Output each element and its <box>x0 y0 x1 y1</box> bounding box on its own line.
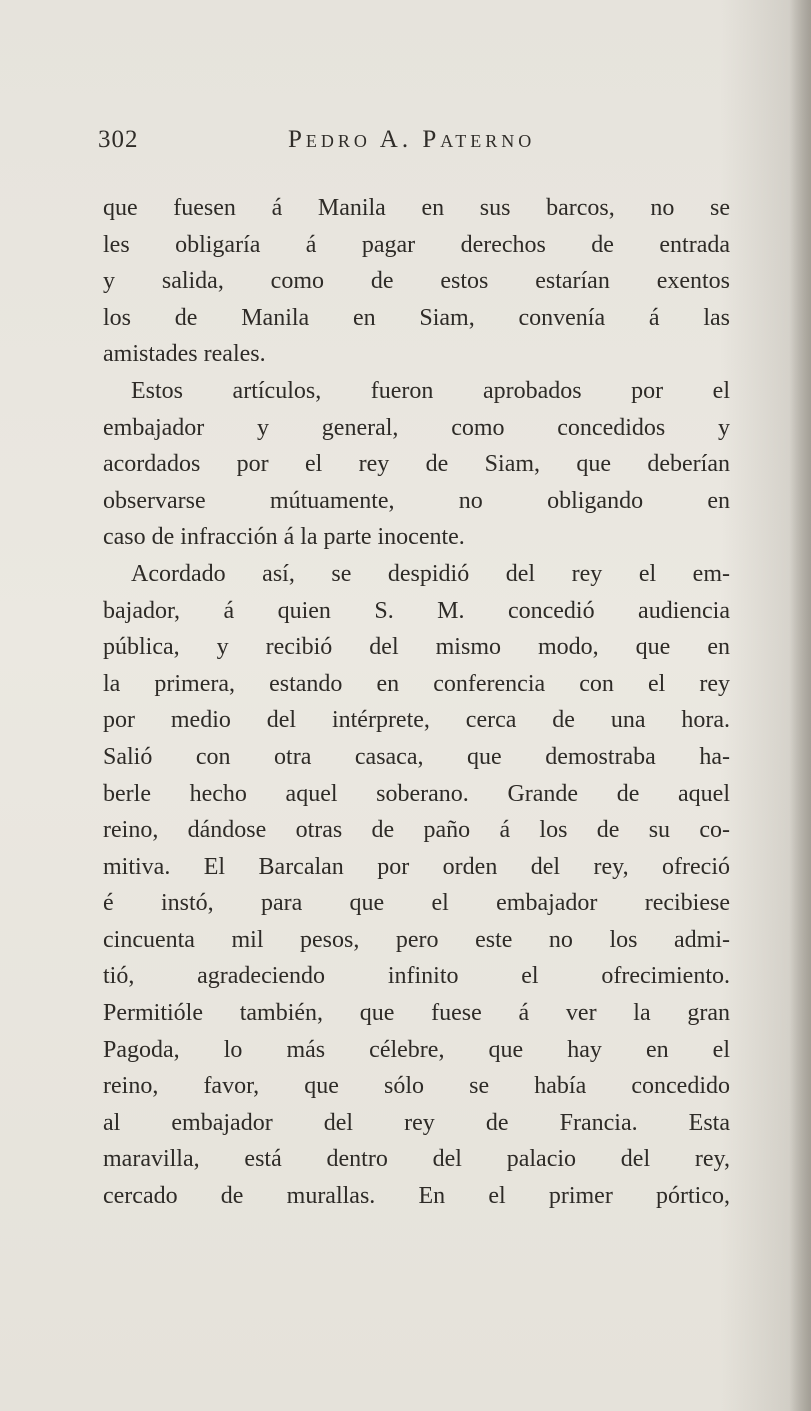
text-line: caso de infracción á la parte inocente. <box>103 524 465 551</box>
text-line: pública, y recibió del mismo modo, que en <box>103 634 730 661</box>
text-line: Pagoda, lo más célebre, que hay en el <box>103 1036 730 1063</box>
text-line: amistades reales. <box>103 341 266 368</box>
text-line: cincuenta mil pesos, pero este no los admi- <box>103 926 730 953</box>
page-header <box>98 126 718 166</box>
text-line: les obligaría á pagar derechos de entrada <box>103 231 730 258</box>
text-line: mitiva. El Barcalan por orden del rey, ofreció <box>103 853 730 880</box>
text-line: reino, favor, que sólo se había concedido <box>103 1073 730 1100</box>
page-gutter-shadow <box>789 0 811 1411</box>
text-line: Acordado así, se despidió del rey el em- <box>131 560 730 587</box>
text-line: berle hecho aquel soberano. Grande de aquel <box>103 780 730 807</box>
text-line: observarse mútuamente, no obligando en <box>103 487 730 514</box>
text-line: reino, dándose otras de paño á los de su co- <box>103 817 730 844</box>
text-line: los de Manila en Siam, convenía á las <box>103 304 730 331</box>
text-line: por medio del intérprete, cerca de una hora. <box>103 707 730 734</box>
text-line: maravilla, está dentro del palacio del rey, <box>103 1146 730 1173</box>
text-line: cercado de murallas. En el primer pórtico, <box>103 1183 730 1210</box>
body-text <box>103 190 730 1215</box>
text-line: é instó, para que el embajador recibiese <box>103 890 730 917</box>
text-line: Salió con otra casaca, que demostraba ha- <box>103 743 730 770</box>
text-line: Permitióle también, que fuese á ver la gran <box>103 1000 730 1027</box>
text-line: y salida, como de estos estarían exentos <box>103 268 730 295</box>
text-line: al embajador del rey de Francia. Esta <box>103 1109 730 1136</box>
text-line: acordados por el rey de Siam, que deberían <box>103 451 730 478</box>
page-number: 302 <box>98 126 139 153</box>
text-line: que fuesen á Manila en sus barcos, no se <box>103 195 730 221</box>
text-line: la primera, estando en conferencia con el rey <box>103 670 730 697</box>
text-line: tió, agradeciendo infinito el ofrecimiento. <box>103 963 730 990</box>
text-line: embajador y general, como concedidos y <box>103 414 730 441</box>
running-head: Pedro A. Paterno <box>288 126 536 153</box>
text-line: bajador, á quien S. M. concedió audiencia <box>103 597 730 624</box>
text-line: Estos artículos, fueron aprobados por el <box>131 377 730 404</box>
